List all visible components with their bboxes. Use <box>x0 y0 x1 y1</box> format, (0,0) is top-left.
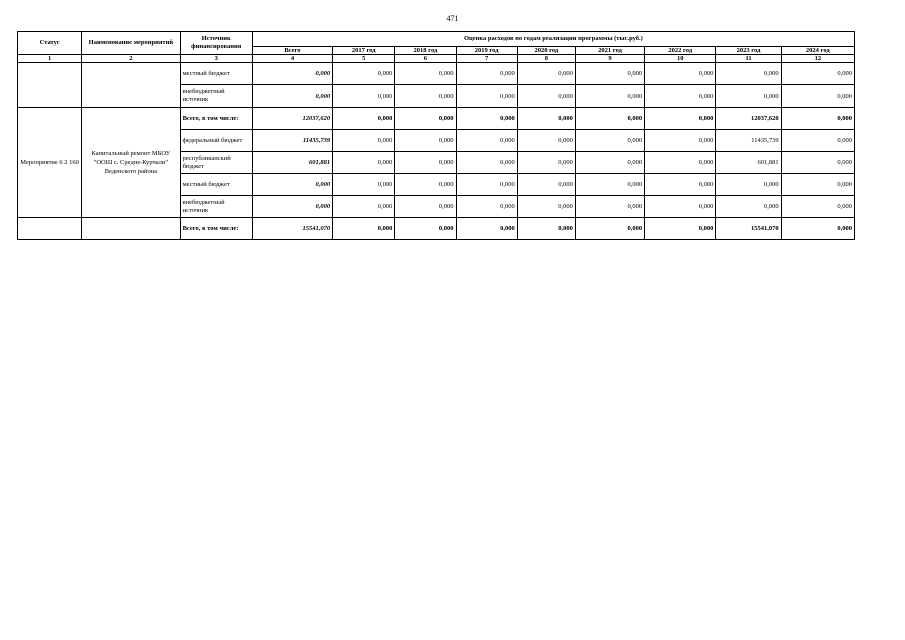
value-cell: 0,000 <box>456 63 517 85</box>
value-cell: 0,000 <box>781 174 854 196</box>
value-cell: 0,000 <box>716 196 781 218</box>
value-cell: 0,000 <box>716 63 781 85</box>
event-name: Капитальный ремонт МБОУ "ООШ с. Средне-Курчали" Веденского района <box>82 108 180 218</box>
value-cell: 0,000 <box>781 130 854 152</box>
value-cell: 0,000 <box>456 152 517 174</box>
status-cell-empty <box>18 218 82 240</box>
value-cell: 0,000 <box>645 130 716 152</box>
value-cell: 0,000 <box>575 108 644 130</box>
value-cell: 0,000 <box>395 152 456 174</box>
header-status: Статус <box>18 32 82 55</box>
value-cell: 0,000 <box>395 174 456 196</box>
col-number: 7 <box>456 55 517 63</box>
header-name: Наименование мероприятий <box>82 32 180 55</box>
value-cell: 0,000 <box>456 130 517 152</box>
header-year: 2020 год <box>517 47 575 55</box>
table-row-total <box>18 108 855 130</box>
header-total: Всего <box>252 47 332 55</box>
source-cell: внебюджетный источник <box>180 196 252 218</box>
value-cell: 0,000 <box>575 218 644 240</box>
col-number: 8 <box>517 55 575 63</box>
value-cell: 0,000 <box>781 85 854 108</box>
value-cell: 0,000 <box>395 196 456 218</box>
table-row <box>18 63 855 85</box>
value-cell: 0,000 <box>645 63 716 85</box>
value-cell: 0,000 <box>517 108 575 130</box>
value-cell: 0,000 <box>517 196 575 218</box>
value-cell: 0,000 <box>517 174 575 196</box>
value-cell: 12037,620 <box>716 108 781 130</box>
total-cell: 12037,620 <box>252 108 332 130</box>
value-cell: 0,000 <box>645 152 716 174</box>
value-cell: 0,000 <box>333 63 395 85</box>
value-cell: 0,000 <box>456 196 517 218</box>
value-cell: 0,000 <box>575 196 644 218</box>
value-cell: 0,000 <box>395 218 456 240</box>
total-cell: 0,000 <box>252 196 332 218</box>
total-cell: 15541,070 <box>252 218 332 240</box>
value-cell: 0,000 <box>333 130 395 152</box>
value-cell: 0,000 <box>395 108 456 130</box>
col-number: 10 <box>645 55 716 63</box>
value-cell: 0,000 <box>456 85 517 108</box>
header-year: 2023 год <box>716 47 781 55</box>
col-number: 6 <box>395 55 456 63</box>
header-estimate: Оценка расходов по годам реализации программы (тыс.руб.) <box>252 32 854 47</box>
value-cell: 0,000 <box>645 85 716 108</box>
header-year: 2019 год <box>456 47 517 55</box>
value-cell: 0,000 <box>645 174 716 196</box>
source-cell: местный бюджет <box>180 63 252 85</box>
source-cell: республиканский бюджет <box>180 152 252 174</box>
header-source: Источник финансирования <box>180 32 252 55</box>
value-cell: 0,000 <box>575 130 644 152</box>
value-cell: 15541,070 <box>716 218 781 240</box>
col-number: 2 <box>82 55 180 63</box>
value-cell: 0,000 <box>645 108 716 130</box>
value-cell: 0,000 <box>333 152 395 174</box>
header-year: 2022 год <box>645 47 716 55</box>
column-number-row <box>18 55 855 63</box>
source-cell: Всего, в том числе: <box>180 108 252 130</box>
value-cell: 0,000 <box>517 152 575 174</box>
value-cell: 0,000 <box>456 174 517 196</box>
status-cell-empty <box>18 63 82 108</box>
value-cell: 0,000 <box>333 108 395 130</box>
value-cell: 0,000 <box>575 85 644 108</box>
value-cell: 11435,739 <box>716 130 781 152</box>
value-cell: 0,000 <box>333 196 395 218</box>
value-cell: 0,000 <box>395 85 456 108</box>
value-cell: 0,000 <box>781 108 854 130</box>
col-number: 1 <box>18 55 82 63</box>
col-number: 9 <box>575 55 644 63</box>
event-status: Мероприятие 6 2 160 <box>18 108 82 218</box>
value-cell: 0,000 <box>781 218 854 240</box>
value-cell: 0,000 <box>781 63 854 85</box>
header-year: 2024 год <box>781 47 854 55</box>
value-cell: 0,000 <box>517 130 575 152</box>
value-cell: 0,000 <box>333 174 395 196</box>
value-cell: 0,000 <box>575 63 644 85</box>
value-cell: 601,881 <box>716 152 781 174</box>
name-cell-empty <box>82 218 180 240</box>
value-cell: 0,000 <box>716 85 781 108</box>
value-cell: 0,000 <box>575 152 644 174</box>
col-number: 11 <box>716 55 781 63</box>
source-cell: федеральный бюджет <box>180 130 252 152</box>
table-row-total <box>18 218 855 240</box>
value-cell: 0,000 <box>456 218 517 240</box>
total-cell: 0,000 <box>252 85 332 108</box>
value-cell: 0,000 <box>645 218 716 240</box>
header-year: 2017 год <box>333 47 395 55</box>
value-cell: 0,000 <box>645 196 716 218</box>
value-cell: 0,000 <box>395 63 456 85</box>
col-number: 3 <box>180 55 252 63</box>
budget-table <box>17 31 855 240</box>
name-cell-continued <box>82 63 180 108</box>
header-year: 2021 год <box>575 47 644 55</box>
page-number: 471 <box>446 14 459 23</box>
value-cell: 0,000 <box>517 218 575 240</box>
value-cell: 0,000 <box>333 218 395 240</box>
col-number: 5 <box>333 55 395 63</box>
value-cell: 0,000 <box>456 108 517 130</box>
total-cell: 11435,739 <box>252 130 332 152</box>
total-cell: 0,000 <box>252 63 332 85</box>
source-cell: местный бюджет <box>180 174 252 196</box>
value-cell: 0,000 <box>575 174 644 196</box>
value-cell: 0,000 <box>333 85 395 108</box>
value-cell: 0,000 <box>395 130 456 152</box>
source-cell: Всего, в том числе: <box>180 218 252 240</box>
value-cell: 0,000 <box>781 152 854 174</box>
value-cell: 0,000 <box>716 174 781 196</box>
value-cell: 0,000 <box>781 196 854 218</box>
total-cell: 601,881 <box>252 152 332 174</box>
header-year: 2018 год <box>395 47 456 55</box>
source-cell: внебюджетный источник <box>180 85 252 108</box>
total-cell: 0,000 <box>252 174 332 196</box>
col-number: 4 <box>252 55 332 63</box>
value-cell: 0,000 <box>517 85 575 108</box>
value-cell: 0,000 <box>517 63 575 85</box>
col-number: 12 <box>781 55 854 63</box>
